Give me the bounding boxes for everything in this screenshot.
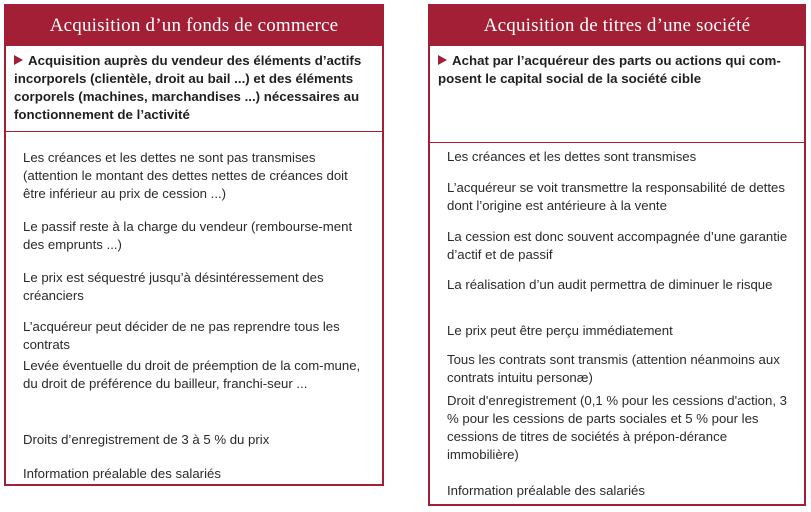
panel-intro-text: Achat par l’acquéreur des parts ou actions qui com-posent le capital social de la société cible (438, 53, 781, 86)
list-item: Levée éventuelle du droit de préemption de la com-mune, du droit de préférence du bailleur, franchi-seur ... (23, 358, 361, 391)
list-item: L’acquéreur se voit transmettre la responsabilité de dettes dont l’origine est antérieure à la vente (447, 180, 785, 213)
list-item: Information préalable des salariés (23, 466, 221, 481)
list-item: Le passif reste à la charge du vendeur (rembourse-ment des emprunts ...) (23, 219, 353, 252)
list-item: Droits d’enregistrement de 3 à 5 % du prix (23, 432, 270, 447)
panel-intro (6, 46, 382, 132)
panel-intro (430, 46, 804, 143)
list-item: L’acquéreur peut décider de ne pas reprendre tous les contrats (23, 319, 340, 352)
list-item: Information préalable des salariés (447, 483, 645, 498)
list-item: Droit d'enregistrement (0,1 % pour les cessions d'action, 3 % pour les cessions de parts sociales et 5 % pour les cessions de titres de sociétés à prépon-dérance immobilière) (447, 393, 788, 462)
triangle-arrow-icon (14, 55, 23, 65)
list-item: Les créances et les dettes sont transmises (447, 149, 697, 164)
list-item: La réalisation d’un audit permettra de diminuer le risque (447, 277, 773, 292)
panel-title: Acquisition d’un fonds de commerce (6, 6, 382, 46)
list-item: Tous les contrats sont transmis (attention néanmoins aux contrats intuitu personæ) (447, 352, 780, 385)
list-item: Les créances et les dettes ne sont pas transmises (attention le montant des dettes nettes de créances doit être inférieur au prix de cession ...) (23, 150, 348, 201)
list-item: Le prix peut être perçu immédiatement (447, 323, 673, 338)
panel-intro-text: Acquisition auprès du vendeur des éléments d’actifs incorporels (clientèle, droit au bail ...) et des éléments corporels (machines, marchandises ...) nécessaires au fonctionnement de l’activité (14, 53, 362, 122)
list-item: La cession est donc souvent accompagnée d’une garantie d’actif et de passif (447, 229, 788, 262)
titres-societe-panel (428, 4, 806, 506)
list-item: Le prix est séquestré jusqu’à désintéressement des créanciers (23, 270, 324, 303)
fonds-de-commerce-panel (4, 4, 384, 486)
panel-title: Acquisition de titres d’une société (430, 6, 804, 46)
triangle-arrow-icon (438, 55, 447, 65)
